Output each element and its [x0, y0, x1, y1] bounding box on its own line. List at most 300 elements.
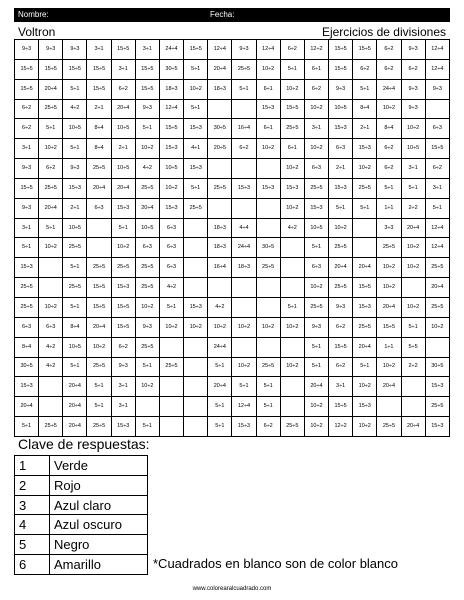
grid-cell: 6÷2 [377, 59, 401, 79]
grid-cell: 25÷5 [87, 159, 111, 179]
grid-cell: 2÷2 [401, 198, 425, 218]
key-color: Azul oscuro [50, 515, 148, 535]
grid-cell: 2÷1 [63, 198, 87, 218]
grid-cell: 25÷5 [329, 278, 353, 298]
grid-cell: 25÷5 [39, 99, 63, 119]
grid-cell [208, 99, 232, 119]
grid-cell: 2÷1 [329, 159, 353, 179]
grid-cell: 24÷4 [377, 79, 401, 99]
grid-cell: 10÷2 [377, 258, 401, 278]
grid-cell [159, 377, 183, 397]
grid-cell: 5÷1 [39, 119, 63, 139]
grid-cell [184, 258, 208, 278]
grid-cell: 3÷1 [15, 218, 39, 238]
grid-cell: 15÷3 [15, 377, 39, 397]
grid-cell: 15÷5 [135, 79, 159, 99]
grid-cell: 5÷1 [63, 357, 87, 377]
grid-cell: 5÷1 [232, 377, 256, 397]
grid-cell: 10÷2 [184, 79, 208, 99]
worksheet-title: Voltron [18, 25, 56, 39]
grid-cell: 12÷4 [425, 218, 449, 238]
grid-cell: 20÷4 [39, 198, 63, 218]
grid-cell: 10÷2 [353, 417, 377, 437]
grid-cell: 3÷1 [15, 139, 39, 159]
grid-cell: 25÷5 [425, 297, 449, 317]
grid-cell: 6÷2 [329, 357, 353, 377]
grid-cell: 5÷1 [353, 198, 377, 218]
grid-row [15, 258, 450, 278]
grid-cell: 4÷2 [159, 278, 183, 298]
grid-cell: 15÷5 [329, 337, 353, 357]
grid-cell: 5÷1 [135, 357, 159, 377]
grid-cell: 25÷5 [135, 178, 159, 198]
grid-cell: 6÷3 [159, 258, 183, 278]
grid-cell: 6÷2 [353, 59, 377, 79]
grid-cell: 25÷5 [63, 278, 87, 298]
grid-cell: 2÷1 [111, 139, 135, 159]
grid-cell: 6÷2 [304, 79, 328, 99]
grid-cell: 25÷5 [87, 417, 111, 437]
grid-cell: 5÷1 [15, 417, 39, 437]
grid-cell: 8÷4 [63, 317, 87, 337]
grid-cell: 4÷1 [184, 139, 208, 159]
grid-cell: 9÷3 [401, 99, 425, 119]
grid-cell: 25÷5 [15, 297, 39, 317]
grid-cell: 25÷5 [184, 198, 208, 218]
grid-cell [280, 377, 304, 397]
grid-cell [159, 417, 183, 437]
grid-cell: 6÷3 [87, 198, 111, 218]
grid-cell: 25÷5 [135, 278, 159, 298]
grid-cell: 5÷1 [208, 417, 232, 437]
grid-cell: 10÷5 [63, 119, 87, 139]
grid-cell: 25÷5 [39, 417, 63, 437]
grid-cell: 18÷3 [208, 79, 232, 99]
grid-cell: 15÷3 [111, 198, 135, 218]
grid-cell: 25÷5 [280, 119, 304, 139]
grid-cell: 30÷5 [15, 357, 39, 377]
grid-cell: 25÷5 [159, 357, 183, 377]
grid-cell: 20÷4 [111, 178, 135, 198]
grid-cell: 25÷5 [208, 178, 232, 198]
grid-cell: 30÷5 [256, 238, 280, 258]
grid-cell [280, 258, 304, 278]
grid-cell: 15÷3 [232, 178, 256, 198]
grid-cell: 5÷1 [184, 59, 208, 79]
grid-cell: 12÷4 [425, 238, 449, 258]
grid-cell: 20÷4 [401, 417, 425, 437]
grid-cell: 3÷1 [304, 119, 328, 139]
grid-cell [184, 278, 208, 298]
grid-cell: 15÷5 [329, 40, 353, 60]
grid-cell: 5÷1 [256, 377, 280, 397]
grid-cell: 10÷2 [184, 317, 208, 337]
grid-cell: 10÷2 [329, 218, 353, 238]
grid-cell [184, 357, 208, 377]
grid-cell: 5÷1 [304, 337, 328, 357]
grid-cell: 12÷2 [304, 40, 328, 60]
grid-row [15, 139, 450, 159]
grid-cell: 6÷3 [425, 119, 449, 139]
grid-cell [184, 417, 208, 437]
grid-row [15, 238, 450, 258]
grid-cell: 10÷5 [135, 218, 159, 238]
grid-cell: 20÷4 [353, 337, 377, 357]
grid-cell [401, 278, 425, 298]
grid-cell: 10÷2 [159, 178, 183, 198]
grid-cell: 2÷1 [87, 99, 111, 119]
grid-cell: 6÷2 [232, 139, 256, 159]
grid-cell: 5÷5 [401, 337, 425, 357]
grid-cell: 15÷5 [377, 317, 401, 337]
grid-cell [232, 337, 256, 357]
grid-cell [353, 238, 377, 258]
grid-cell: 10÷5 [111, 159, 135, 179]
grid-cell: 20÷4 [304, 377, 328, 397]
grid-cell: 5÷1 [353, 357, 377, 377]
grid-cell: 4÷2 [63, 99, 87, 119]
grid-row [15, 178, 450, 198]
grid-cell: 16÷4 [232, 119, 256, 139]
grid-cell: 25÷5 [232, 59, 256, 79]
grid-cell: 15÷5 [111, 40, 135, 60]
grid-cell: 6÷3 [304, 159, 328, 179]
grid-cell: 15÷3 [353, 397, 377, 417]
grid-cell: 10÷2 [304, 139, 328, 159]
grid-cell: 6÷2 [15, 99, 39, 119]
grid-cell: 25÷5 [377, 238, 401, 258]
grid-cell: 15÷5 [87, 79, 111, 99]
grid-cell: 6÷1 [256, 79, 280, 99]
grid-cell: 15÷5 [111, 297, 135, 317]
grid-cell: 5÷1 [280, 59, 304, 79]
grid-cell: 12÷4 [256, 40, 280, 60]
grid-cell: 25÷5 [353, 178, 377, 198]
grid-cell: 15÷3 [329, 178, 353, 198]
grid-cell: 10÷2 [401, 119, 425, 139]
grid-cell: 1÷1 [377, 337, 401, 357]
grid-cell: 15÷5 [280, 99, 304, 119]
worksheet-subtitle: Ejercicios de divisiones [321, 25, 446, 39]
key-row [15, 495, 148, 515]
grid-cell: 20÷4 [135, 198, 159, 218]
grid-cell: 9÷3 [232, 40, 256, 60]
grid-cell: 15÷3 [425, 417, 449, 437]
answer-key-title: Clave de respuestas: [18, 436, 150, 452]
grid-cell [280, 238, 304, 258]
grid-cell: 10÷2 [256, 59, 280, 79]
grid-cell: 10÷5 [329, 99, 353, 119]
grid-cell: 6÷1 [256, 119, 280, 139]
answer-key-table [14, 455, 148, 575]
grid-cell: 15÷5 [15, 79, 39, 99]
grid-cell [232, 278, 256, 298]
grid-cell [87, 238, 111, 258]
grid-cell: 10÷2 [353, 377, 377, 397]
grid-cell: 10÷2 [232, 357, 256, 377]
grid-cell: 9÷3 [63, 159, 87, 179]
grid-cell [39, 377, 63, 397]
grid-row [15, 218, 450, 238]
key-number: 5 [15, 535, 50, 555]
grid-cell: 6÷3 [15, 317, 39, 337]
grid-cell: 5÷1 [87, 397, 111, 417]
grid-cell: 9÷3 [15, 198, 39, 218]
grid-cell: 6÷1 [304, 59, 328, 79]
grid-cell: 25÷5 [135, 337, 159, 357]
grid-cell [232, 297, 256, 317]
grid-cell: 3÷1 [111, 377, 135, 397]
grid-cell: 25÷5 [329, 238, 353, 258]
grid-cell: 6÷3 [159, 238, 183, 258]
grid-cell: 10÷2 [401, 238, 425, 258]
grid-row [15, 377, 450, 397]
grid-cell: 25÷5 [87, 258, 111, 278]
grid-cell: 15÷3 [353, 139, 377, 159]
grid-cell: 30÷5 [159, 59, 183, 79]
division-grid [14, 39, 450, 437]
grid-cell: 18÷3 [208, 238, 232, 258]
grid-cell: 20÷4 [377, 297, 401, 317]
grid-cell: 5÷1 [184, 99, 208, 119]
grid-cell: 6÷2 [425, 159, 449, 179]
grid-cell: 25÷5 [87, 357, 111, 377]
key-row [15, 535, 148, 555]
grid-cell: 10÷2 [135, 139, 159, 159]
grid-cell: 10÷2 [256, 139, 280, 159]
grid-cell: 20÷4 [15, 397, 39, 417]
grid-row [15, 198, 450, 218]
grid-cell: 30÷5 [208, 119, 232, 139]
grid-cell [280, 337, 304, 357]
grid-cell: 6÷3 [39, 317, 63, 337]
grid-row [15, 297, 450, 317]
grid-cell: 5÷1 [135, 417, 159, 437]
grid-cell [232, 99, 256, 119]
grid-cell: 10÷2 [304, 99, 328, 119]
name-label: Nombre: [18, 10, 49, 19]
grid-cell: 10÷5 [401, 139, 425, 159]
grid-cell: 5÷1 [111, 218, 135, 238]
grid-cell: 15÷3 [184, 119, 208, 139]
grid-cell: 5÷1 [15, 238, 39, 258]
grid-cell: 15÷3 [159, 139, 183, 159]
grid-cell: 25÷5 [135, 258, 159, 278]
grid-cell: 9÷3 [39, 40, 63, 60]
grid-row [15, 357, 450, 377]
grid-cell: 4÷2 [39, 357, 63, 377]
grid-row [15, 59, 450, 79]
grid-cell: 6÷2 [111, 337, 135, 357]
grid-cell: 15÷3 [425, 377, 449, 397]
grid-cell: 10÷5 [159, 159, 183, 179]
grid-cell: 10÷2 [87, 337, 111, 357]
grid-cell: 24÷4 [159, 40, 183, 60]
grid-cell: 5÷1 [63, 258, 87, 278]
grid-cell: 20÷5 [208, 139, 232, 159]
grid-cell: 20÷4 [377, 377, 401, 397]
grid-cell: 2÷1 [353, 119, 377, 139]
key-row [15, 515, 148, 535]
grid-cell: 4÷2 [135, 159, 159, 179]
key-number: 1 [15, 456, 50, 476]
grid-cell: 10÷5 [63, 337, 87, 357]
grid-cell: 10÷2 [232, 317, 256, 337]
key-color: Verde [50, 456, 148, 476]
grid-cell: 4÷2 [280, 218, 304, 238]
grid-cell [425, 99, 449, 119]
grid-row [15, 337, 450, 357]
grid-cell: 25÷5 [425, 258, 449, 278]
key-color: Negro [50, 535, 148, 555]
grid-cell: 15÷5 [353, 278, 377, 298]
grid-cell: 9÷3 [135, 317, 159, 337]
grid-cell: 6÷2 [280, 40, 304, 60]
grid-cell: 6÷3 [329, 139, 353, 159]
grid-cell: 10÷2 [135, 377, 159, 397]
grid-cell [159, 337, 183, 357]
grid-cell: 10÷2 [280, 317, 304, 337]
grid-cell: 15÷5 [184, 40, 208, 60]
key-number: 4 [15, 515, 50, 535]
grid-cell: 20÷4 [329, 258, 353, 278]
grid-cell: 8÷4 [15, 337, 39, 357]
grid-cell: 5÷1 [353, 79, 377, 99]
grid-cell: 2÷2 [401, 357, 425, 377]
key-row [15, 475, 148, 495]
grid-cell [135, 397, 159, 417]
grid-cell: 9÷3 [135, 99, 159, 119]
grid-cell: 15÷3 [111, 417, 135, 437]
grid-cell: 15÷5 [39, 59, 63, 79]
grid-cell: 12÷4 [425, 59, 449, 79]
grid-cell [159, 397, 183, 417]
grid-row [15, 317, 450, 337]
grid-cell: 10÷2 [304, 417, 328, 437]
grid-cell: 10÷5 [304, 218, 328, 238]
grid-cell: 9÷3 [111, 357, 135, 377]
grid-cell: 5÷1 [63, 297, 87, 317]
grid-cell: 9÷3 [401, 79, 425, 99]
grid-cell: 3÷1 [401, 159, 425, 179]
grid-cell: 15÷5 [159, 119, 183, 139]
grid-cell [208, 278, 232, 298]
grid-cell: 15÷3 [159, 198, 183, 218]
grid-cell: 20÷4 [353, 258, 377, 278]
grid-cell: 15÷5 [63, 59, 87, 79]
grid-cell: 8÷4 [377, 119, 401, 139]
grid-cell: 25÷5 [39, 178, 63, 198]
grid-cell [232, 198, 256, 218]
grid-cell: 15÷5 [87, 278, 111, 298]
grid-cell: 10÷2 [377, 99, 401, 119]
grid-cell: 20÷4 [87, 178, 111, 198]
grid-cell: 18÷3 [208, 218, 232, 238]
grid-cell: 9÷3 [329, 79, 353, 99]
grid-cell: 9÷3 [304, 317, 328, 337]
grid-cell: 12÷4 [159, 99, 183, 119]
grid-cell: 15÷3 [280, 178, 304, 198]
grid-cell: 25÷5 [304, 297, 328, 317]
key-row [15, 555, 148, 575]
grid-cell: 16÷4 [208, 258, 232, 278]
grid-cell: 10÷2 [208, 317, 232, 337]
grid-cell [401, 397, 425, 417]
blank-squares-note: *Cuadrados en blanco son de color blanco [153, 556, 399, 571]
grid-cell: 4÷4 [232, 218, 256, 238]
grid-cell: 5÷1 [425, 198, 449, 218]
grid-cell: 10÷2 [280, 198, 304, 218]
grid-cell: 10÷2 [280, 357, 304, 377]
grid-cell: 6÷3 [159, 218, 183, 238]
grid-cell: 15÷3 [63, 178, 87, 198]
grid-cell: 10÷2 [401, 258, 425, 278]
grid-cell: 9÷3 [15, 40, 39, 60]
grid-cell: 6÷2 [111, 79, 135, 99]
grid-cell: 15÷3 [256, 178, 280, 198]
grid-cell: 20÷4 [63, 417, 87, 437]
grid-cell: 8÷4 [87, 139, 111, 159]
grid-row [15, 397, 450, 417]
grid-cell: 15÷5 [15, 178, 39, 198]
grid-row [15, 159, 450, 179]
grid-cell: 12÷4 [232, 397, 256, 417]
grid-cell: 9÷3 [425, 79, 449, 99]
grid-cell: 3÷1 [87, 40, 111, 60]
grid-cell: 10÷2 [39, 139, 63, 159]
grid-cell: 15÷5 [87, 297, 111, 317]
grid-cell [39, 397, 63, 417]
grid-cell: 5÷1 [377, 178, 401, 198]
grid-cell: 10÷2 [280, 159, 304, 179]
grid-cell: 25÷5 [15, 278, 39, 298]
grid-cell: 20÷4 [401, 218, 425, 238]
grid-cell: 10÷2 [111, 238, 135, 258]
grid-cell: 20÷4 [39, 79, 63, 99]
grid-cell: 10÷2 [353, 159, 377, 179]
key-number: 2 [15, 475, 50, 495]
key-color: Rojo [50, 475, 148, 495]
grid-cell: 5÷1 [63, 139, 87, 159]
grid-cell: 5÷1 [135, 119, 159, 139]
grid-cell: 24÷4 [208, 337, 232, 357]
grid-cell [39, 258, 63, 278]
grid-cell: 25÷5 [425, 397, 449, 417]
grid-cell: 6÷2 [15, 119, 39, 139]
grid-cell: 15÷3 [232, 417, 256, 437]
grid-cell [184, 218, 208, 238]
grid-cell [184, 238, 208, 258]
grid-cell [377, 397, 401, 417]
grid-cell: 20÷4 [425, 278, 449, 298]
grid-cell: 25÷5 [256, 258, 280, 278]
grid-cell: 5÷1 [39, 218, 63, 238]
grid-cell: 6÷2 [377, 159, 401, 179]
grid-cell [184, 397, 208, 417]
grid-cell [280, 397, 304, 417]
grid-cell: 3÷1 [135, 40, 159, 60]
grid-cell: 5÷1 [159, 297, 183, 317]
grid-cell: 25÷5 [377, 417, 401, 437]
grid-cell [353, 218, 377, 238]
grid-cell: 10÷2 [280, 79, 304, 99]
grid-cell: 15÷3 [184, 159, 208, 179]
date-label: Fecha: [210, 10, 235, 19]
grid-row [15, 79, 450, 99]
grid-cell [39, 278, 63, 298]
grid-cell [208, 198, 232, 218]
grid-cell [256, 297, 280, 317]
